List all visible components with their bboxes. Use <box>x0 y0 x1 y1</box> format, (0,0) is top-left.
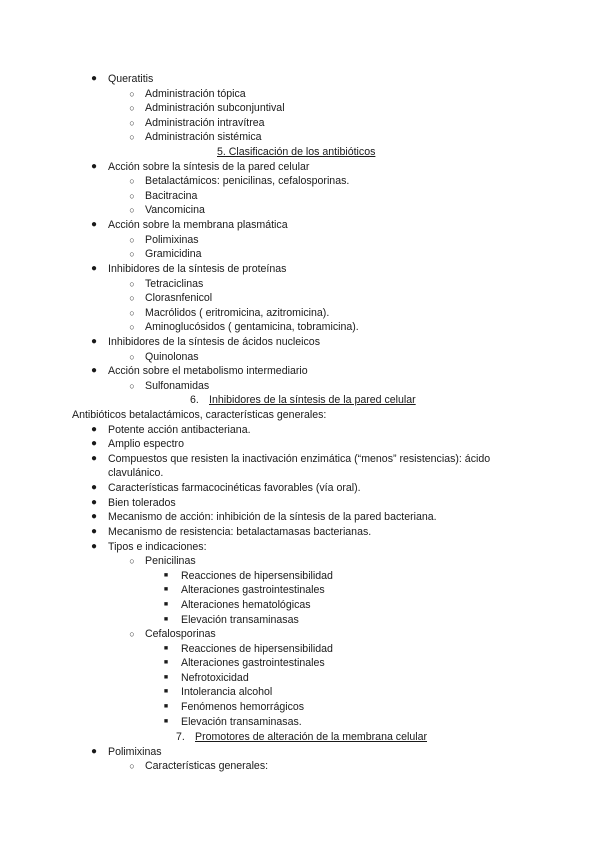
list-item-text: Penicilinas <box>145 555 196 567</box>
circle-bullet-icon: ○ <box>129 352 135 362</box>
square-bullet-icon: ■ <box>163 645 169 652</box>
circle-bullet-icon: ○ <box>129 118 135 128</box>
list-item-text-continued: clavulánico. <box>108 467 164 479</box>
list-item-text: Sulfonamidas <box>145 380 210 392</box>
list-item-text: Queratitis <box>108 73 154 85</box>
bullet-icon: ● <box>90 424 98 435</box>
circle-bullet-icon: ○ <box>129 381 135 391</box>
circle-bullet-icon: ○ <box>129 176 135 186</box>
circle-bullet-icon: ○ <box>129 191 135 201</box>
section-number: 7. <box>176 731 185 743</box>
list-item-text: Bien tolerados <box>108 497 176 509</box>
circle-bullet-icon: ○ <box>129 103 135 113</box>
list-item-text: Administración subconjuntival <box>145 102 285 114</box>
list-item-text: Fenómenos hemorrágicos <box>181 701 305 713</box>
list-item-text: Reacciones de hipersensibilidad <box>181 643 333 655</box>
list-item-text: Reacciones de hipersensibilidad <box>181 570 333 582</box>
list-item-text: Clorasnfenicol <box>145 292 213 304</box>
bullet-icon: ● <box>90 73 98 84</box>
list-item-text: Elevación transaminasas. <box>181 716 302 728</box>
square-bullet-icon: ■ <box>163 601 169 608</box>
circle-bullet-icon: ○ <box>129 279 135 289</box>
square-bullet-icon: ■ <box>163 659 169 666</box>
square-bullet-icon: ■ <box>163 616 169 623</box>
circle-bullet-icon: ○ <box>129 235 135 245</box>
list-item-text: Potente acción antibacteriana. <box>108 424 251 436</box>
circle-bullet-icon: ○ <box>129 249 135 259</box>
paragraph-text: Antibióticos betalactámicos, características generales: <box>72 409 327 421</box>
list-item-text: Acción sobre la membrana plasmática <box>108 219 288 231</box>
list-item-text: Administración sistémica <box>145 131 262 143</box>
list-item-text: Alteraciones gastrointestinales <box>181 657 325 669</box>
bullet-icon: ● <box>90 526 98 537</box>
square-bullet-icon: ■ <box>163 688 169 695</box>
list-item-text: Mecanismo de acción: inhibición de la síntesis de la pared bacteriana. <box>108 511 437 523</box>
square-bullet-icon: ■ <box>163 674 169 681</box>
list-item-text: Betalactámicos: penicilinas, cefalosporinas. <box>145 175 350 187</box>
list-item-text: Características farmacocinéticas favorables (vía oral). <box>108 482 361 494</box>
bullet-icon: ● <box>90 482 98 493</box>
list-item-text: Gramicidina <box>145 248 202 260</box>
list-item-text: Alteraciones hematológicas <box>181 599 311 611</box>
list-item-text: Administración intravítrea <box>145 117 265 129</box>
bullet-icon: ● <box>90 497 98 508</box>
list-item-text: Tetraciclinas <box>145 278 204 290</box>
bullet-icon: ● <box>90 511 98 522</box>
list-item-text: Amplio espectro <box>108 438 184 450</box>
square-bullet-icon: ■ <box>163 703 169 710</box>
bullet-icon: ● <box>90 219 98 230</box>
circle-bullet-icon: ○ <box>129 293 135 303</box>
list-item-text: Mecanismo de resistencia: betalactamasas bacterianas. <box>108 526 372 538</box>
circle-bullet-icon: ○ <box>129 629 135 639</box>
circle-bullet-icon: ○ <box>129 89 135 99</box>
list-item-text: Quinolonas <box>145 351 199 363</box>
list-item-text: Tipos e indicaciones: <box>108 541 207 553</box>
bullet-icon: ● <box>90 438 98 449</box>
list-item-text: Cefalosporinas <box>145 628 216 640</box>
circle-bullet-icon: ○ <box>129 556 135 566</box>
list-item-text: Polimixinas <box>145 234 199 246</box>
circle-bullet-icon: ○ <box>129 322 135 332</box>
bullet-icon: ● <box>90 365 98 376</box>
circle-bullet-icon: ○ <box>129 205 135 215</box>
list-item-text: Intolerancia alcohol <box>181 686 273 698</box>
square-bullet-icon: ■ <box>163 572 169 579</box>
section-number: 6. <box>190 394 199 406</box>
section-heading: Promotores de alteración de la membrana celular <box>195 731 428 743</box>
section-heading: Inhibidores de la síntesis de la pared celular <box>209 394 416 406</box>
list-item-text: Aminoglucósidos ( gentamicina, tobramicina). <box>145 321 359 333</box>
bullet-icon: ● <box>90 161 98 172</box>
list-item-text: Nefrotoxicidad <box>181 672 249 684</box>
list-item-text: Administración tópica <box>145 88 246 100</box>
square-bullet-icon: ■ <box>163 586 169 593</box>
list-item-text: Acción sobre el metabolismo intermediario <box>108 365 308 377</box>
bullet-icon: ● <box>90 336 98 347</box>
circle-bullet-icon: ○ <box>129 308 135 318</box>
list-item-text: Vancomicina <box>145 204 205 216</box>
circle-bullet-icon: ○ <box>129 761 135 771</box>
list-item-text: Acción sobre la síntesis de la pared celular <box>108 161 310 173</box>
bullet-icon: ● <box>90 453 98 464</box>
circle-bullet-icon: ○ <box>129 132 135 142</box>
section-heading: 5. Clasificación de los antibióticos <box>217 146 376 158</box>
bullet-icon: ● <box>90 746 98 757</box>
list-item-text: Características generales: <box>145 760 269 772</box>
list-item-text: Macrólidos ( eritromicina, azitromicina). <box>145 307 330 319</box>
list-item-text: Elevación transaminasas <box>181 614 299 626</box>
list-item-text: Inhibidores de la síntesis de ácidos nucleicos <box>108 336 320 348</box>
bullet-icon: ● <box>90 263 98 274</box>
list-item-text: Inhibidores de la síntesis de proteínas <box>108 263 287 275</box>
list-item-text: Polimixinas <box>108 746 162 758</box>
list-item-text: Alteraciones gastrointestinales <box>181 584 325 596</box>
list-item-text: Bacitracina <box>145 190 198 202</box>
bullet-icon: ● <box>90 541 98 552</box>
list-item-text: Compuestos que resisten la inactivación enzimática (“menos” resistencias): ácido <box>108 453 491 465</box>
square-bullet-icon: ■ <box>163 718 169 725</box>
